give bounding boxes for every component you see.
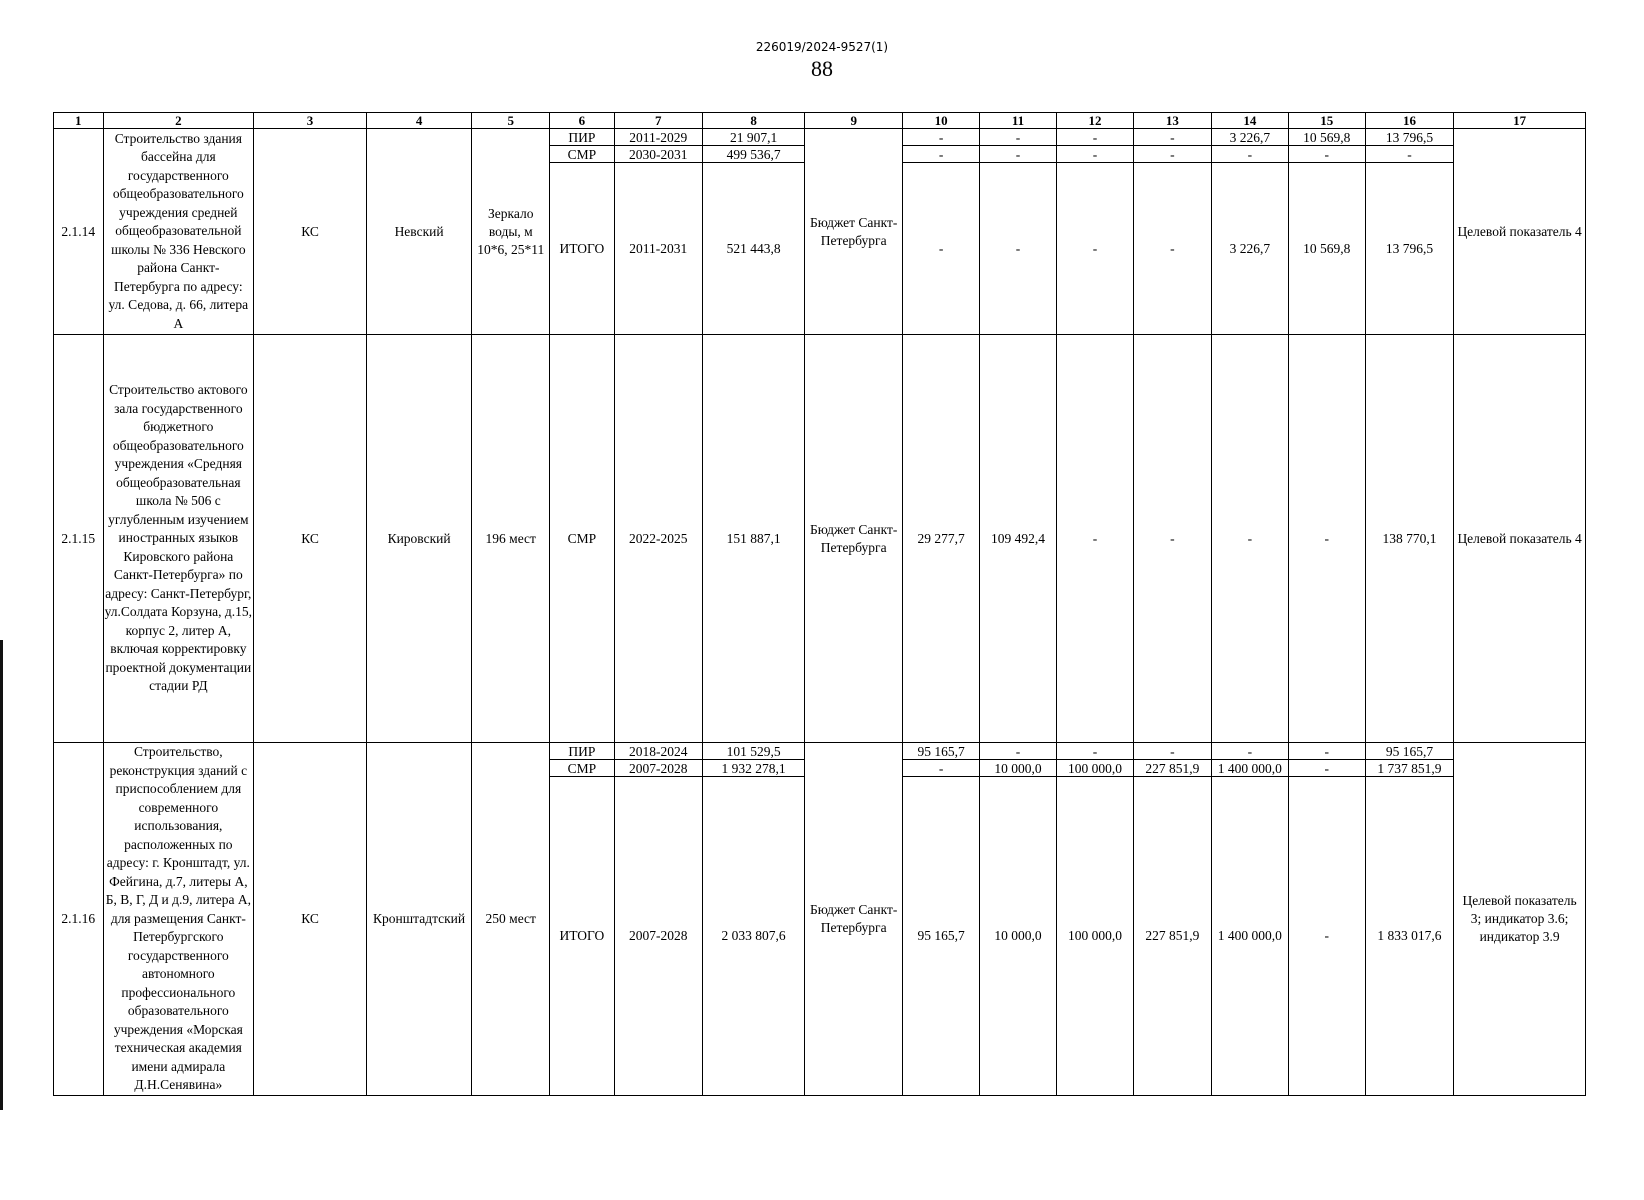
year-value: - [1057, 743, 1134, 760]
year-total: 95 165,7 [1365, 743, 1454, 760]
year-value: 10 569,8 [1288, 129, 1365, 146]
year-value: - [1057, 163, 1134, 335]
total-cost: 101 529,5 [703, 743, 805, 760]
page-number: 88 [811, 56, 833, 81]
item-district: Невский [366, 129, 471, 335]
year-total: 1 833 017,6 [1365, 777, 1454, 1095]
total-cost: 1 932 278,1 [703, 760, 805, 777]
year-value: 227 851,9 [1133, 760, 1211, 777]
program-table [53, 112, 1586, 1096]
year-value: - [1211, 335, 1288, 743]
year-value: 227 851,9 [1133, 777, 1211, 1095]
funding-source: Бюджет Санкт-Петербурга [805, 335, 903, 743]
target-indicator: Целевой показатель 4 [1454, 335, 1586, 743]
total-cost: 499 536,7 [703, 146, 805, 163]
item-name: Строительство, реконструкция зданий с приспособлением для современного использования, расположенных по адресу: г. Кронштадт, ул. Фейгина, д.7, литеры А, Б, В, Г, Д и д.9, литера А, для размещения Санкт-Петербургского государственного автономного профессионального образовательного учреждения «Морская техническая академия имени адмирала Д.Н.Сенявина» [103, 743, 254, 1096]
col-header-10: 10 [903, 113, 980, 129]
col-header-9: 9 [805, 113, 903, 129]
item-type: КС [254, 129, 367, 335]
item-district: Кронштадтский [366, 743, 471, 1096]
stage: ПИР [550, 743, 614, 760]
funding-source: Бюджет Санкт-Петербурга [805, 129, 903, 335]
target-indicator: Целевой показатель 3; индикатор 3.6; индикатор 3.9 [1454, 743, 1586, 1096]
item-capacity: 250 мест [472, 743, 550, 1096]
year-value: 100 000,0 [1057, 777, 1134, 1095]
year-value: - [980, 163, 1057, 335]
column-number-header [54, 113, 1586, 129]
period: 2022-2025 [614, 335, 703, 743]
funding-source: Бюджет Санкт-Петербурга [805, 743, 903, 1096]
item-type: КС [254, 335, 367, 743]
year-value: 1 400 000,0 [1211, 777, 1288, 1095]
table-row [54, 743, 1586, 760]
period: 2030-2031 [614, 146, 703, 163]
col-header-16: 16 [1365, 113, 1454, 129]
total-cost: 151 887,1 [703, 335, 805, 743]
col-header-4: 4 [366, 113, 471, 129]
item-number: 2.1.15 [54, 335, 104, 743]
col-header-6: 6 [550, 113, 614, 129]
col-header-17: 17 [1454, 113, 1586, 129]
col-header-15: 15 [1288, 113, 1365, 129]
total-cost: 21 907,1 [703, 129, 805, 146]
year-total: 138 770,1 [1365, 335, 1454, 743]
year-total: 13 796,5 [1365, 129, 1454, 146]
year-value: - [1057, 146, 1134, 163]
year-value: - [903, 760, 980, 777]
item-name: Строительство здания бассейна для государственного общеобразовательного учреждения средней общеобразовательной школы № 336 Невского района Санкт-Петербурга по адресу: ул. Седова, д. 66, литера А [103, 129, 254, 335]
scan-edge-line [0, 640, 3, 1110]
year-value: 95 165,7 [903, 777, 980, 1095]
col-header-12: 12 [1057, 113, 1134, 129]
year-value: - [1211, 146, 1288, 163]
year-value: 10 000,0 [980, 777, 1057, 1095]
target-indicator: Целевой показатель 4 [1454, 129, 1586, 335]
stage: СМР [550, 760, 614, 777]
year-value: 1 400 000,0 [1211, 760, 1288, 777]
stage: ИТОГО [550, 163, 614, 335]
col-header-1: 1 [54, 113, 104, 129]
year-value: - [1288, 777, 1365, 1095]
year-value: - [903, 129, 980, 146]
year-value: 10 569,8 [1288, 163, 1365, 335]
year-value: - [980, 743, 1057, 760]
stage: СМР [550, 335, 614, 743]
year-value: - [980, 146, 1057, 163]
item-number: 2.1.16 [54, 743, 104, 1096]
stage: ПИР [550, 129, 614, 146]
col-header-8: 8 [703, 113, 805, 129]
year-total: - [1365, 146, 1454, 163]
year-value: - [1133, 335, 1211, 743]
year-value: - [1288, 146, 1365, 163]
year-value: - [980, 129, 1057, 146]
stage: ИТОГО [550, 777, 614, 1095]
year-value: - [1057, 335, 1134, 743]
year-value: - [1133, 129, 1211, 146]
year-value: - [1211, 743, 1288, 760]
year-value: - [903, 146, 980, 163]
table-row [54, 335, 1586, 743]
period: 2018-2024 [614, 743, 703, 760]
period: 2007-2028 [614, 777, 703, 1095]
year-value: 100 000,0 [1057, 760, 1134, 777]
item-name: Строительство актового зала государственного бюджетного общеобразовательного учреждения «Средняя общеобразовательная школа № 506 с углубленным изучением иностранных языков Кировского района Санкт-Петербурга» по адресу: Санкт-Петербург, ул.Солдата Корзуна, д.15, корпус 2, литер А, включая корректировку проектной документации стадии РД [103, 335, 254, 743]
period: 2011-2031 [614, 163, 703, 335]
col-header-7: 7 [614, 113, 703, 129]
year-value: - [1133, 743, 1211, 760]
year-value: - [903, 163, 980, 335]
col-header-14: 14 [1211, 113, 1288, 129]
year-value: 3 226,7 [1211, 163, 1288, 335]
year-value: - [1057, 129, 1134, 146]
year-value: - [1288, 743, 1365, 760]
item-type: КС [254, 743, 367, 1096]
year-total: 1 737 851,9 [1365, 760, 1454, 777]
year-value: - [1288, 760, 1365, 777]
year-value: - [1133, 146, 1211, 163]
period: 2011-2029 [614, 129, 703, 146]
item-district: Кировский [366, 335, 471, 743]
col-header-13: 13 [1133, 113, 1211, 129]
year-value: 10 000,0 [980, 760, 1057, 777]
year-total: 13 796,5 [1365, 163, 1454, 335]
period: 2007-2028 [614, 760, 703, 777]
item-number: 2.1.14 [54, 129, 104, 335]
stage: СМР [550, 146, 614, 163]
year-value: 29 277,7 [903, 335, 980, 743]
item-capacity: 196 мест [472, 335, 550, 743]
year-value: 109 492,4 [980, 335, 1057, 743]
table-row [54, 129, 1586, 146]
year-value: - [1288, 335, 1365, 743]
col-header-2: 2 [103, 113, 254, 129]
item-capacity: Зеркало воды, м 10*6, 25*11 [472, 129, 550, 335]
col-header-3: 3 [254, 113, 367, 129]
year-value: 95 165,7 [903, 743, 980, 760]
total-cost: 2 033 807,6 [703, 777, 805, 1095]
col-header-11: 11 [980, 113, 1057, 129]
year-value: - [1133, 163, 1211, 335]
total-cost: 521 443,8 [703, 163, 805, 335]
year-value: 3 226,7 [1211, 129, 1288, 146]
document-id: 226019/2024-9527(1) [755, 40, 889, 54]
col-header-5: 5 [472, 113, 550, 129]
